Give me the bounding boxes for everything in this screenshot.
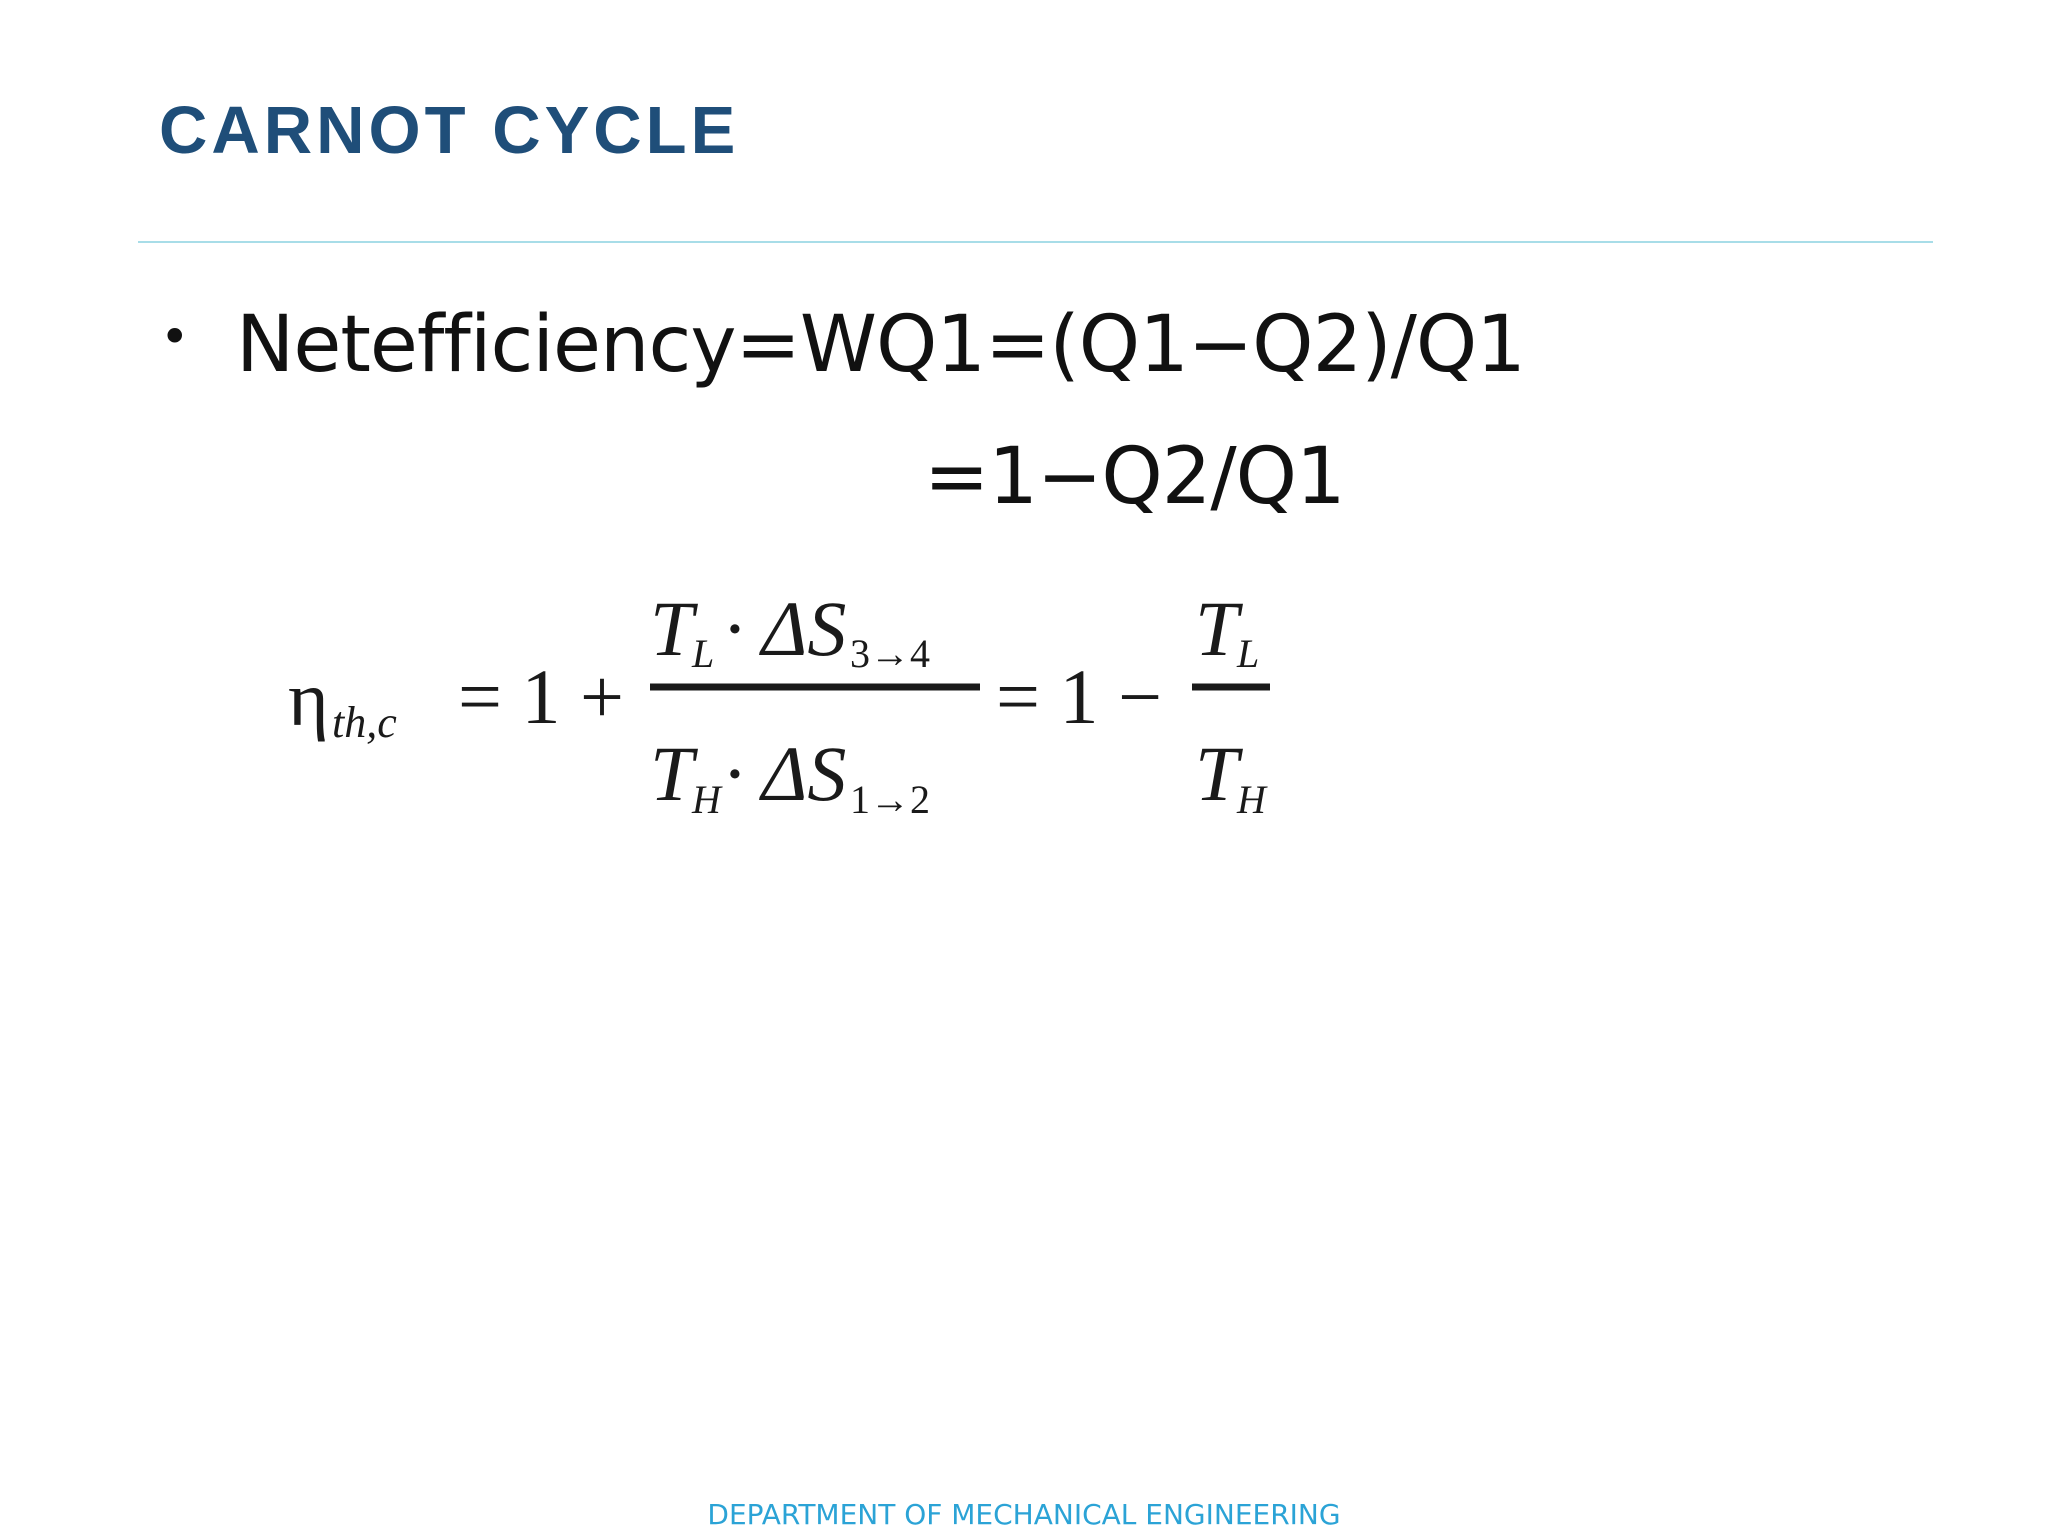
frac1-den-T: T [650,730,694,817]
formula-eta: η [288,655,329,742]
bullet-marker: • [160,308,190,366]
frac2-num-T: T [1195,585,1239,672]
efficiency-equation-line-1: Netefficiency=WQ1=(Q1−Q2)/Q1 [236,300,1525,390]
frac2-den-T: T [1195,730,1239,817]
efficiency-equation-line-2: =1−Q2/Q1 [924,432,1345,522]
frac1-num-dS: · ΔS [724,585,847,672]
slide-title: CARNOT CYCLE [159,93,740,168]
formula-equals-one-minus: = 1 − [996,653,1162,740]
frac1-num-T-sub: L [692,631,715,676]
frac1-den-dS: · ΔS [724,730,847,817]
formula-eta-subscript: th,c [332,698,397,747]
frac1-den-T-sub: H [692,777,721,822]
frac2-num-sub: L [1237,631,1260,676]
frac1-num-T: T [650,585,694,672]
frac1-num-S-sub: 3→4 [850,631,930,676]
footer-department: DEPARTMENT OF MECHANICAL ENGINEERING [707,1498,1341,1531]
formula-equals-one-plus: = 1 + [458,653,624,740]
frac1-den-S-sub: 1→2 [850,777,930,822]
carnot-efficiency-formula [280,555,1300,835]
frac2-den-sub: H [1237,777,1266,822]
title-divider [138,241,1933,243]
